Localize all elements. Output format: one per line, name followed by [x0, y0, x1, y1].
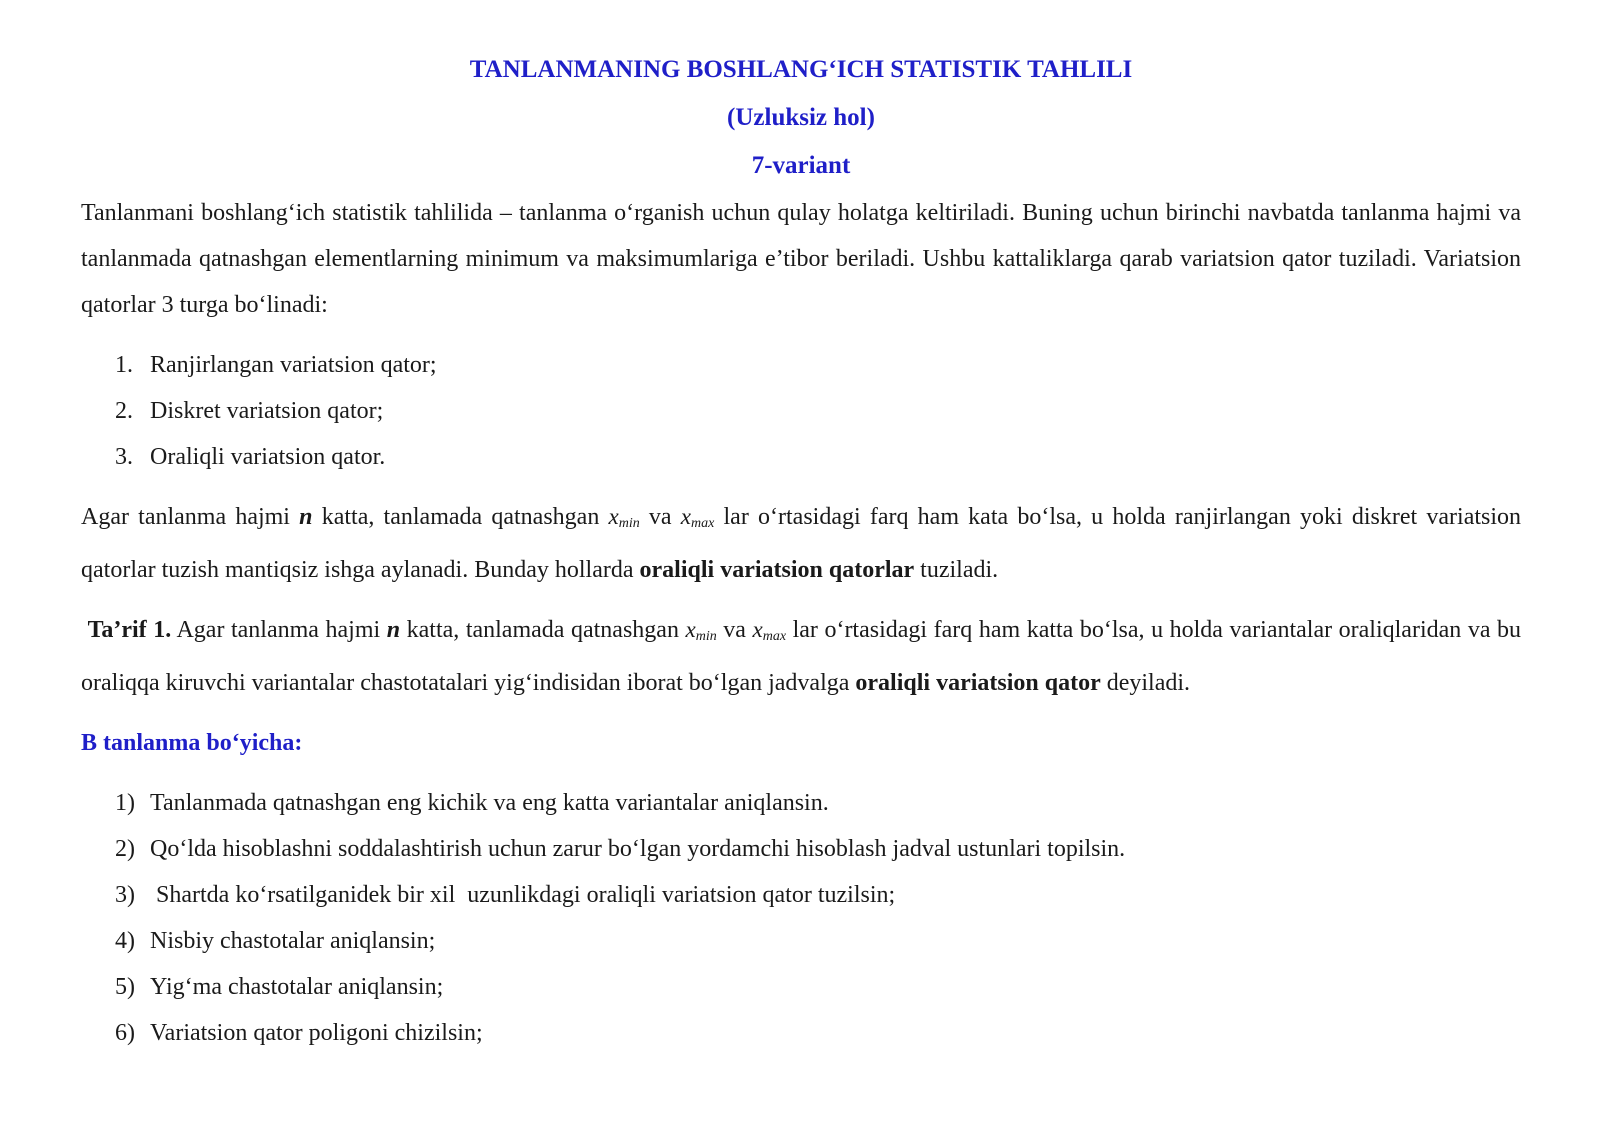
list-item-number: 4) — [115, 928, 135, 954]
document-title: TANLANMANING BOSHLANG‘ICH STATISTIK TAHLILI — [469, 56, 1133, 83]
list-item-number: 1. — [115, 352, 133, 378]
list-item-number: 3) — [115, 882, 135, 908]
definition-text-1: Agar tanlanma hajmi — [171, 617, 387, 643]
definition-text-2: katta, tanlamada qatnashgan — [400, 617, 686, 643]
definition-paragraph — [81, 607, 1521, 706]
list-item-number: 6) — [115, 1020, 135, 1046]
list-item-number: 3. — [115, 444, 133, 470]
intro-paragraph: Tanlanmani boshlang‘ich statistik tahlilida – tanlanma o‘rganish uchun qulay holatga keltiriladi. Buning uchun birinchi navbatda tanlanma hajmi va tanlanmada qatnashgan elementlarning minimum va maksimumlariga e’tibor beriladi. Ushbu kattaliklarga qarab variatsion qator tuziladi. Variatsion qatorlar 3 turga bo‘linadi: — [81, 200, 1521, 318]
para2-text-4: tuziladi. — [914, 557, 999, 583]
variable-x-min: $x_{min}$ — [608, 504, 640, 531]
para2-text-1: Agar tanlanma hajmi — [81, 504, 300, 530]
variable-n: n — [386, 617, 401, 643]
document-subtitle: (Uzluksiz hol) — [727, 104, 875, 131]
tasks-list — [81, 780, 1521, 1056]
list-item-text: Shartda ko‘rsatilganidek bir xil uzunlikdagi oraliqli variatsion qator tuzilsin; — [150, 882, 896, 908]
list-item-text: Variatsion qator poligoni chizilsin; — [150, 1020, 483, 1046]
list-item — [115, 780, 1521, 826]
list-item — [115, 918, 1521, 964]
para2-text-2: katta, tanlamada qatnashgan — [312, 504, 609, 530]
list-item-number: 5) — [115, 974, 135, 1000]
definition-text-3: lar o‘rtasidagi farq ham katta bo‘lsa, u holda variantalar oraliqlaridan va bu oraliqqa kiruvchi variantalar chastotatalari yig‘indisidan iborat bo‘lgan jadvalga — [81, 617, 1522, 696]
paragraph-interval-series — [81, 494, 1521, 593]
list-item-text: Yig‘ma chastotalar aniqlansin; — [150, 974, 444, 1000]
list-item-text: Nisbiy chastotalar aniqlansin; — [150, 928, 436, 954]
list-item — [115, 434, 1521, 480]
section-heading: B tanlanma bo‘yicha: — [81, 730, 303, 756]
para2-va: va — [639, 504, 681, 530]
list-item — [115, 1010, 1521, 1056]
list-item-number: 2) — [115, 836, 135, 862]
definition-bold-term: oraliqli variatsion qator — [855, 670, 1101, 696]
types-list — [81, 342, 1521, 480]
definition-label: Ta’rif 1. — [87, 617, 172, 643]
definition-va: va — [716, 617, 753, 643]
para2-bold-term: oraliqli variatsion qatorlar — [639, 557, 915, 583]
list-item — [115, 388, 1521, 434]
list-item-number: 1) — [115, 790, 135, 816]
list-item-text: Tanlanmada qatnashgan eng kichik va eng katta variantalar aniqlansin. — [150, 790, 829, 816]
document-page — [81, 46, 1521, 1056]
definition-text-4: deyiladi. — [1100, 670, 1191, 696]
variable-x-max: $x_{max}$ — [680, 504, 715, 531]
list-item-number: 2. — [115, 398, 133, 424]
list-item — [115, 872, 1521, 918]
variable-x-max: $x_{max}$ — [752, 617, 787, 644]
para2-text-3: lar o‘rtasidagi farq ham kata bo‘lsa, u holda ranjirlangan yoki diskret variatsion qatorlar tuzish mantiqsiz ishga aylanadi. Bunday hollarda — [81, 504, 1522, 583]
list-item-text: Oraliqli variatsion qator. — [150, 444, 386, 470]
variable-x-min: $x_{min}$ — [685, 617, 717, 644]
list-item — [115, 964, 1521, 1010]
list-item-text: Diskret variatsion qator; — [150, 398, 384, 424]
list-item-text: Ranjirlangan variatsion qator; — [150, 352, 437, 378]
list-item — [115, 826, 1521, 872]
variant-label: 7-variant — [751, 152, 851, 179]
list-item-text: Qo‘lda hisoblashni soddalashtirish uchun zarur bo‘lgan yordamchi hisoblash jadval ustunlari topilsin. — [150, 836, 1126, 862]
variable-n: n — [299, 504, 313, 530]
list-item — [115, 342, 1521, 388]
